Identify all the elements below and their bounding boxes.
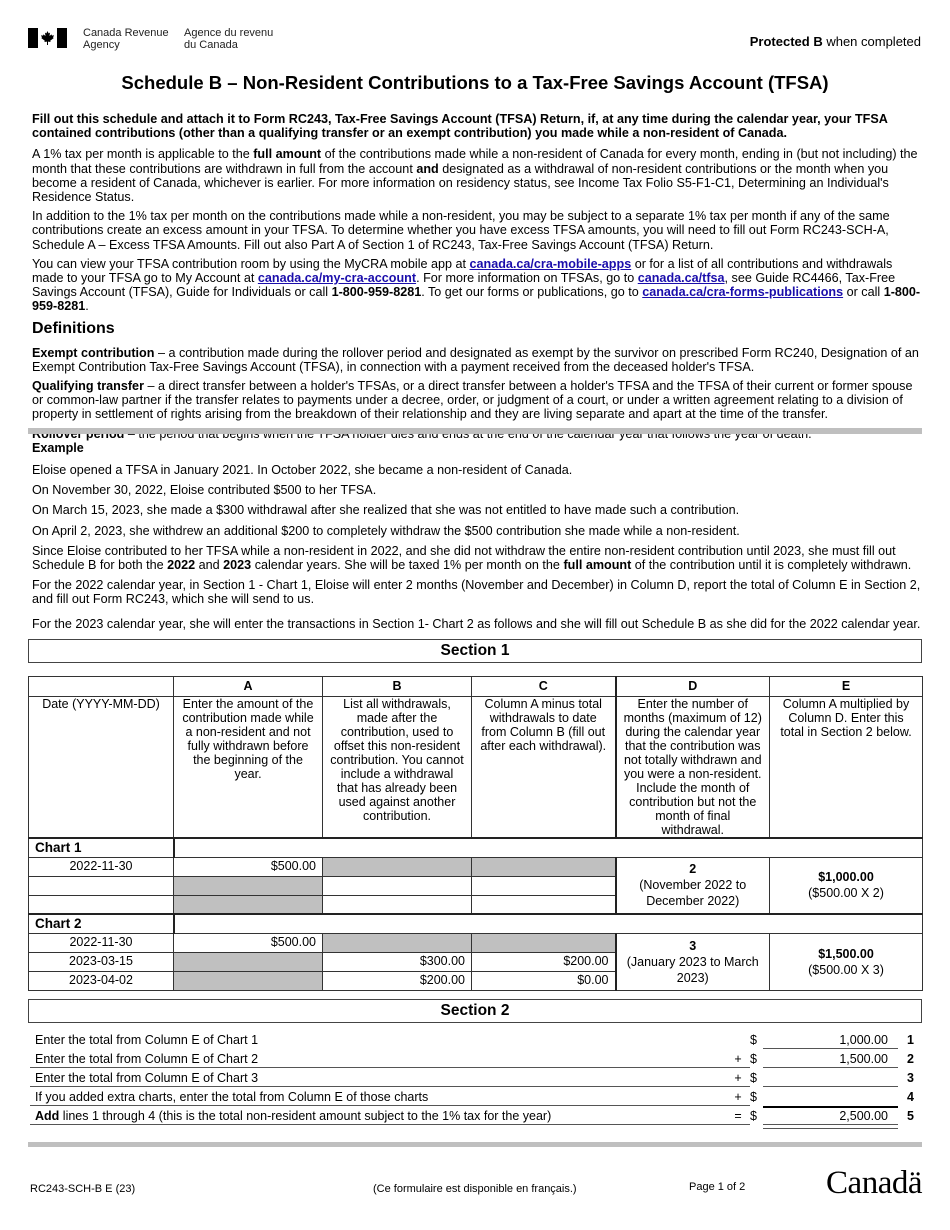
column-description-b: List all withdrawals, made after the contribution, used to offset this non-resident contribution. You cannot include a withdrawal that has already been used against another contribution.	[323, 697, 472, 839]
text: . To get our forms or publications, go to	[421, 285, 643, 300]
section-2-line-3	[28, 1068, 922, 1087]
chart-1-label-spacer	[174, 838, 923, 857]
total-value: $1,500.00	[818, 946, 874, 961]
section-2-line-2	[28, 1049, 922, 1068]
example-line-3: On March 15, 2023, she made a $300 withdrawal after she realized that she was not entitled to have made such a contribution.	[32, 503, 740, 518]
form-identifier: RC243-SCH-B E (23)	[30, 1183, 136, 1195]
line-5-total-field[interactable]: 2,500.00	[839, 1109, 888, 1123]
chart-2-column-d[interactable]	[616, 933, 770, 990]
column-header-date	[29, 677, 174, 697]
protected-b-suffix: when completed	[822, 34, 921, 49]
page-number: Page 1 of 2	[689, 1181, 746, 1193]
column-description-a: Enter the amount of the contribution made while a non-resident and not fully withdrawn before the beginning of the year.	[174, 697, 323, 839]
total-note: ($500.00 X 2)	[808, 886, 884, 901]
column-a-field-disabled	[174, 971, 323, 990]
text: . For more information on TFSAs, go to	[416, 271, 638, 286]
column-b-field[interactable]: $300.00	[323, 952, 472, 971]
date-field[interactable]: 2022-11-30	[29, 857, 174, 876]
text: of the contributions made while a non-resident of Canada for every month, ending in (but not including) the month that these contributions are withdrawn in full from the account	[32, 147, 918, 176]
column-b-field[interactable]	[323, 876, 472, 895]
line-label: Enter the total from Column E of Chart 1	[35, 1033, 259, 1047]
intro-paragraph-3	[32, 257, 922, 314]
chart-2-column-e[interactable]	[770, 933, 923, 990]
divider	[28, 1142, 922, 1147]
column-header-b: B	[323, 677, 472, 697]
phone-number: 1-800-959-8281	[32, 285, 921, 314]
text: or call	[843, 285, 884, 300]
line-label: If you added extra charts, enter the total from Column E of those charts	[35, 1090, 429, 1104]
agency-en-line2: Agency	[83, 39, 120, 51]
phone-number: 1-800-959-8281	[331, 285, 422, 300]
months-value: 3	[689, 938, 697, 953]
chart-1-column-e[interactable]	[770, 857, 923, 914]
protected-b-label	[750, 34, 921, 49]
column-description-c: Column A minus total withdrawals to date from Column B (fill out after each withdrawal).	[472, 697, 616, 839]
column-c-field[interactable]: $200.00	[472, 952, 616, 971]
section-1-table	[28, 676, 923, 991]
months-value: 2	[689, 862, 697, 877]
column-c-field[interactable]	[472, 895, 616, 914]
column-header-row	[29, 677, 923, 697]
text-bold: full amount	[563, 558, 632, 573]
example-line-4: On April 2, 2023, she withdrew an additional $200 to completely withdraw the $500 contribution she made while a non-resident.	[32, 523, 740, 538]
text-bold: full amount	[253, 147, 322, 162]
link-my-cra-account[interactable]: canada.ca/my-cra-account	[257, 271, 417, 286]
operator: =	[734, 1109, 742, 1123]
example-line-6: For the 2022 calendar year, in Section 1 - Chart 1, Eloise will enter 2 months (November and December) in Column D, report the total of Column E in Section 2, and fill out Form RC243, which she will send to us.	[32, 578, 921, 607]
text: or for a list of all contributions and withdrawals made to your TFSA go to My Account at	[32, 256, 893, 286]
agency-en-line1: Canada Revenue	[83, 27, 169, 39]
section-2-header: Section 2	[28, 999, 922, 1023]
line-label	[35, 1109, 551, 1123]
agency-fr-line1: Agence du revenu	[184, 27, 274, 39]
example-line-1: Eloise opened a TFSA in January 2021. In October 2022, she became a non-resident of Canada.	[32, 463, 573, 477]
definition-text: – a contribution made during the rollover period and designated as exempt by the survivor on prescribed Form RC240, Designation of an Exempt Contribution Tax-Free Savings Account (TFSA), in connection with a payment received from the deceased holder's TFSA.	[32, 345, 919, 374]
section-2-lines	[28, 1030, 922, 1125]
date-field[interactable]	[29, 876, 174, 895]
text: of the contribution until it is completely withdrawn.	[631, 558, 912, 573]
operator: +	[734, 1071, 742, 1085]
chart-2-label: Chart 2	[29, 914, 174, 933]
intro-paragraph-2: In addition to the 1% tax per month on the contributions made while a non-resident, you may be subject to a separate 1% tax per month if any of the same contributions create an excess amount in your TFSA. To determine whether you have excess TFSA amounts, you will need to fill out Form RC243-SCH-A, Schedule A – Excess TFSA Amounts. Fill out also Part A of Section 1 of RC243, Tax-Free Savings Account (TFSA) Return.	[32, 209, 890, 252]
definitions-heading: Definitions	[32, 319, 115, 337]
date-field[interactable]	[29, 895, 174, 914]
column-description-e: Column A multiplied by Column D. Enter this total in Section 2 below.	[770, 697, 923, 839]
column-header-d: D	[616, 677, 770, 697]
french-availability-note: (Ce formulaire est disponible en français.)	[373, 1183, 577, 1195]
link-tfsa[interactable]: canada.ca/tfsa	[637, 271, 725, 286]
agency-fr-line2: du Canada	[184, 39, 238, 51]
link-cra-forms-publications[interactable]: canada.ca/cra-forms-publications	[642, 285, 844, 300]
text: , see Guide RC4466, Tax-Free Savings Account (TFSA), Guide for Individuals or call	[32, 271, 896, 300]
example-line-2: On November 30, 2022, Eloise contributed $500 to her TFSA.	[32, 483, 377, 498]
months-note: (January 2023 to March 2023)	[626, 954, 759, 985]
definition-term: Exempt contribution	[32, 345, 155, 360]
line-number: 1	[907, 1033, 914, 1047]
section-1-header: Section 1	[28, 639, 922, 663]
chart-1-column-d[interactable]	[616, 857, 770, 914]
line-number: 4	[907, 1090, 914, 1104]
date-field[interactable]: 2023-03-15	[29, 952, 174, 971]
table-row	[29, 933, 923, 952]
column-a-field[interactable]: $500.00	[174, 857, 323, 876]
column-description-row	[29, 697, 923, 839]
text: Since Eloise contributed to her TFSA while a non-resident in 2022, and she did not withdraw the entire non-resident contribution until 2023, she must fill out Schedule B for both the	[32, 543, 896, 573]
chart-1-label-row	[29, 838, 923, 857]
example-section	[32, 441, 922, 637]
total-value: $1,000.00	[818, 870, 874, 885]
definition-qualifying-transfer	[32, 379, 922, 422]
text-bold: 2023	[223, 558, 252, 573]
column-c-field[interactable]: $0.00	[472, 971, 616, 990]
table-row	[29, 857, 923, 876]
line-label: Enter the total from Column E of Chart 2	[35, 1052, 259, 1066]
column-header-c: C	[472, 677, 616, 697]
column-b-field-disabled	[323, 857, 472, 876]
line-number: 5	[907, 1109, 914, 1123]
chart-1-label: Chart 1	[29, 838, 174, 857]
currency-symbol: $	[750, 1109, 757, 1123]
text-bold: 2022	[167, 558, 196, 573]
section-2-line-5	[28, 1106, 922, 1125]
agency-name-english	[83, 27, 169, 51]
date-field[interactable]: 2022-11-30	[29, 933, 174, 952]
column-description-date: Date (YYYY-MM-DD)	[29, 697, 174, 839]
definition-term: Qualifying transfer	[32, 379, 144, 394]
intro-section	[32, 112, 922, 446]
line-2-amount-field[interactable]: 1,500.00	[839, 1052, 888, 1066]
link-cra-mobile-apps[interactable]: canada.ca/cra-mobile-apps	[469, 256, 632, 271]
currency-symbol: $	[750, 1033, 757, 1047]
intro-lead: Fill out this schedule and attach it to Form RC243, Tax-Free Savings Account (TFSA) Return, if, at any time during the calendar year, your TFSA contained contributions (other than a qualifying transfer or an exempt contribution) you made while a non-resident of Canada.	[32, 112, 888, 141]
text: calendar years. She will be taxed 1% per month on the	[251, 558, 564, 573]
definition-text: – a direct transfer between a holder's TFSAs, or a direct transfer between a holder's TFSA and the TFSA of their current or former spouse or common-law partner if the transfer relates to payments under a decree, order, or judgment of a court, or under a written agreement relating to a division of property in settlement of rights arising from the breakdown of their relationship and they are living separate and apart at the time of the transfer.	[32, 379, 913, 422]
page-title: Schedule B – Non-Resident Contributions to a Tax-Free Savings Account (TFSA)	[121, 72, 829, 93]
line-number: 2	[907, 1052, 914, 1066]
divider	[28, 428, 922, 434]
text: You can view your TFSA contribution room by using the MyCRA mobile app at	[32, 256, 470, 271]
column-a-field[interactable]: $500.00	[174, 933, 323, 952]
column-a-field-disabled	[174, 876, 323, 895]
text-bold: Add	[35, 1109, 60, 1123]
column-b-field[interactable]: $200.00	[323, 971, 472, 990]
column-c-field-disabled	[472, 933, 616, 952]
text-bold: and	[416, 161, 439, 176]
column-header-a: A	[174, 677, 323, 697]
definition-exempt-contribution	[32, 346, 922, 374]
example-line-7: For the 2023 calendar year, she will enter the transactions in Section 1- Chart 2 as follows and she will fill out Schedule B as she did for the 2022 calendar year.	[32, 616, 921, 631]
text: lines 1 through 4 (this is the total non-resident amount subject to the 1% tax for the year)	[59, 1109, 552, 1123]
currency-symbol: $	[750, 1052, 757, 1066]
line-1-amount-field[interactable]: 1,000.00	[839, 1033, 888, 1047]
protected-b-bold: Protected B	[749, 34, 823, 49]
intro-paragraph-1	[32, 147, 922, 204]
operator: +	[734, 1090, 742, 1104]
text: and	[195, 558, 224, 573]
column-c-field-disabled	[472, 857, 616, 876]
section-2-line-1	[28, 1030, 922, 1049]
column-description-d: Enter the number of months (maximum of 12) during the calendar year that the contribution was not totally withdrawn and you were a non-resident. Include the month of contribution but not the month of final withdrawal.	[616, 697, 770, 839]
canada-wordmark-logo: Canadä	[826, 1165, 922, 1201]
months-note: (November 2022 to December 2022)	[639, 878, 747, 909]
total-note: ($500.00 X 3)	[808, 962, 884, 977]
example-line-5	[32, 544, 922, 572]
canada-flag-icon	[28, 28, 67, 48]
column-b-field-disabled	[323, 933, 472, 952]
column-a-field-disabled	[174, 952, 323, 971]
column-header-e: E	[770, 677, 923, 697]
date-field[interactable]: 2023-04-02	[29, 971, 174, 990]
chart-2-label-spacer	[174, 914, 923, 933]
text: A 1% tax per month is applicable to the	[32, 147, 254, 162]
example-heading: Example	[32, 441, 84, 455]
section-2-line-4	[28, 1087, 922, 1106]
currency-symbol: $	[750, 1071, 757, 1085]
line-label: Enter the total from Column E of Chart 3	[35, 1071, 259, 1085]
agency-name-french	[184, 27, 273, 51]
operator: +	[734, 1052, 742, 1066]
line-number: 3	[907, 1071, 914, 1085]
column-a-field-disabled	[174, 895, 323, 914]
chart-2-label-row	[29, 914, 923, 933]
column-c-field[interactable]	[472, 876, 616, 895]
text: .	[85, 299, 89, 314]
currency-symbol: $	[750, 1090, 757, 1104]
column-b-field[interactable]	[323, 895, 472, 914]
text: designated as a withdrawal of non-resident contributions or the month when you become a resident of Canada, whichever is earlier. For more information on residency status, see Income Tax Folio S5-F1-C1, Determining an Individual's Residence Status.	[32, 161, 889, 205]
